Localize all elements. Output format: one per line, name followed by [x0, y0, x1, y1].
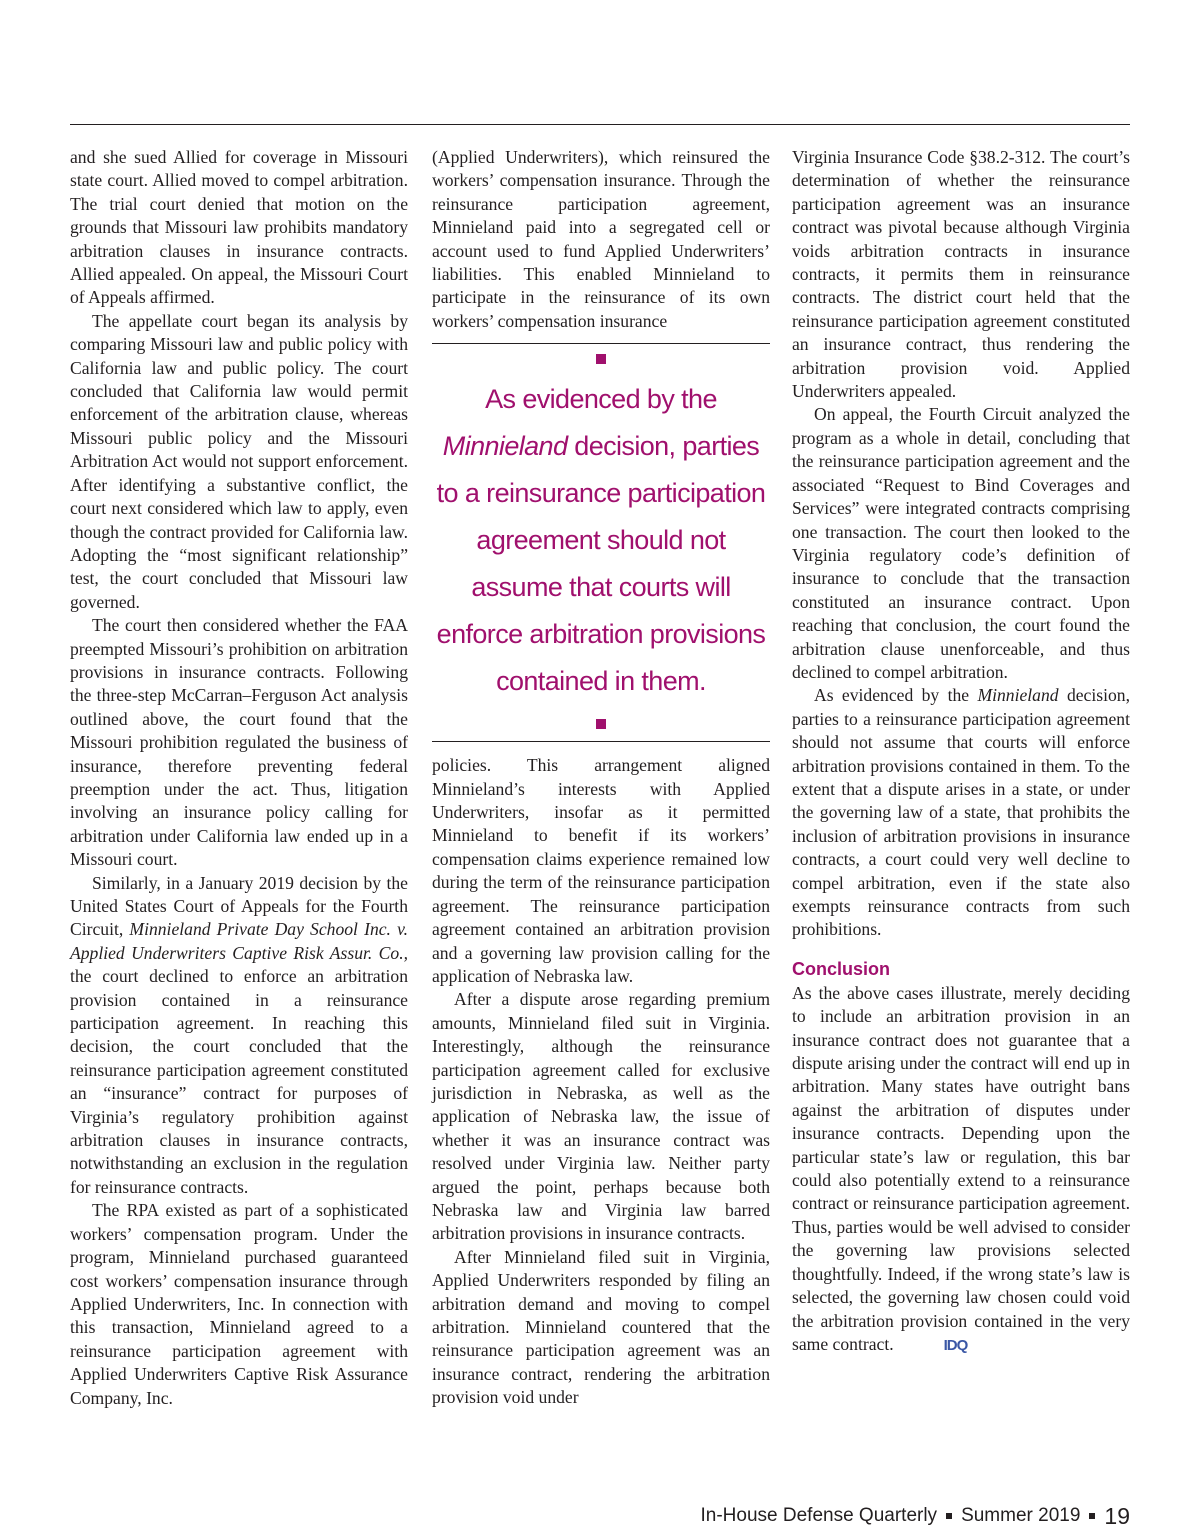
- text-run: As evidenced by the: [814, 685, 970, 706]
- top-rule: [70, 124, 1130, 125]
- separator-square-icon: [946, 1513, 952, 1519]
- column-2: [432, 146, 770, 1410]
- section-heading: Conclusion: [792, 958, 890, 979]
- paragraph: The RPA existed as part of a sophisticated workers’ compensation program. Under the program, Minnieland purchased guaranteed cost workers’ compensation insurance through Applied Underwriters, Inc. In connection with this transaction, Minnieland agreed to a reinsurance participation agreement with Applied Underwriters Captive Risk Assurance Company, Inc.: [70, 1200, 408, 1408]
- paragraph: The court then considered whether the FAA preempted Missouri’s prohibition on arbitration provisions in insurance contracts. Following the three-step McCarran–Ferguson Act analysis outlined above, the court found that the Missouri prohibition regulated the business of insurance, therefore preventing federal preemption under the act. Thus, litigation involving an insurance policy calling for arbitration under California law ended up in a Missouri court.: [70, 615, 408, 870]
- text-run: the court declined to enforce an arbitration provision contained in a reinsurance participation agreement. In reaching this decision, the court concluded that the reinsurance participation agreement constituted an “insurance” contract for purposes of Virginia’s regulatory prohibition against arbitration clauses in insurance contracts, notwithstanding an exclusion in the regulation for reinsurance contracts.: [70, 966, 408, 1197]
- separator-square-icon: [1089, 1513, 1095, 1519]
- text-run: Similarly, in a January 2019 decision by the United States Court of Appeals for the Fourth Circuit,: [70, 872, 408, 940]
- text-run: As the above cases illustrate, merely deciding to include an arbitration provision in an insurance contract does not guarantee that a dispute arising under the contract will end up in arbitration. Many states have outright bans against the arbitration of disputes under insurance contracts. Depending upon the particular state’s law or regulation, this bar could also potentially extend to a reinsurance contract or reinsurance participation agreement. Thus, parties would be well advised to consider the governing law provisions selected thoughtfully. Indeed, if the wrong state’s law is selected, the governing law chosen could void the arbitration provision contained in the very same contract.: [792, 982, 1130, 1354]
- paragraph: [792, 982, 1130, 1358]
- case-name: Minnieland: [442, 431, 568, 462]
- paragraph: Virginia Insurance Code §38.2-312. The court’s determination of whether the reinsurance participation agreement was an insurance contract was pivotal because although Virginia voids arbitration contracts in insurance contracts, it permits them in reinsurance contracts. The district court held that the reinsurance participation agreement constituted an insurance contract, thus rendering the arbitration provision void. Applied Underwriters appealed.: [792, 147, 1130, 402]
- pull-quote: [432, 343, 770, 742]
- text-run: decision, parties to a reinsurance participation agreement should not assume that courts will enforce arbitration provisions contained in them. To the extent that a dispute arises in a state, or under the governing law of a state, that prohibits the inclusion of arbitration provisions in insurance contracts, a court could very well decline to compel arbitration, even if the state also exempts reinsurance contracts from such prohibitions.: [792, 685, 1130, 940]
- paragraph: [792, 684, 1130, 941]
- column-1: [70, 146, 408, 1410]
- text-run: As evidenced by the: [485, 384, 717, 415]
- text-run: decision, parties to a reinsurance participation agreement should not assume that courts will enforce arbitration provisions contained in them.: [436, 431, 766, 697]
- paragraph: On appeal, the Fourth Circuit analyzed the program as a whole in detail, concluding that the reinsurance participation agreement and the associated “Request to Bind Coverages and Services” were integrated contracts comprising one transaction. The court then looked to the Virginia regulatory code’s definition of insurance to conclude that the transaction constituted an insurance contract. Upon reaching that conclusion, the court found the arbitration clause unenforceable, and thus declined to compel arbitration.: [792, 404, 1130, 682]
- paragraph: After Minnieland filed suit in Virginia, Applied Underwriters responded by filing an arbitration demand and moving to compel arbitration. Minnieland countered that the reinsurance participation agreement was an insurance contract, rendering the arbitration provision void under: [432, 1246, 770, 1408]
- paragraph: [70, 872, 408, 1200]
- paragraph: policies. This arrangement aligned Minnieland’s interests with Applied Underwriters, insofar as it permitted Minnieland to benefit if its workers’ compensation claims experience remained low during the term of the reinsurance participation agreement. The reinsurance participation agreement contained an arbitration provision and a governing law provision calling for the application of Nebraska law.: [432, 755, 770, 986]
- case-name: Minnieland: [977, 685, 1059, 706]
- page-number: 19: [1104, 1503, 1130, 1529]
- paragraph: and she sued Allied for coverage in Missouri state court. Allied moved to compel arbitration. The trial court denied that motion on the grounds that Missouri law prohibits mandatory arbitration clauses in insurance contracts. Allied appealed. On appeal, the Missouri Court of Appeals affirmed.: [70, 147, 408, 308]
- case-name: Minnieland Private Day School Inc. v. Applied Underwriters Captive Risk Assur. Co.,: [70, 919, 408, 963]
- column-3: [792, 146, 1130, 1357]
- paragraph: (Applied Underwriters), which reinsured the workers’ compensation insurance. Through the reinsurance participation agreement, Minnieland paid into a segregated cell or account used to fund Applied Underwriters’ liabilities. This enabled Minnieland to participate in the reinsurance of its own workers’ compensation insurance: [432, 147, 770, 331]
- square-bullet-icon: [596, 719, 606, 729]
- issue-date: Summer 2019: [961, 1505, 1081, 1526]
- paragraph: The appellate court began its analysis by comparing Missouri law and public policy with California law and public policy. The court concluded that California law would permit enforcement of the arbitration clause, whereas Missouri public policy and the Missouri Arbitration Act would not support enforcement. After identifying a substantive conflict, the court next considered which law to apply, even though the contract provided for California law. Adopting the “most significant relationship” test, the court concluded that Missouri law governed.: [70, 310, 408, 612]
- idq-end-mark-icon: IDQ: [943, 1336, 968, 1354]
- pull-quote-text: [434, 376, 768, 705]
- paragraph: After a dispute arose regarding premium amounts, Minnieland filed suit in Virginia. Interestingly, although the reinsurance participation agreement called for exclusive jurisdiction in Nebraska, as well as the application of Nebraska law, the issue of whether it was an insurance contract was resolved under Virginia law. Neither party argued the point, perhaps because both Nebraska law and Virginia law barred arbitration provisions in insurance contracts.: [432, 989, 770, 1244]
- square-bullet-icon: [596, 354, 606, 364]
- publication-name: In-House Defense Quarterly: [700, 1505, 938, 1526]
- page-footer: [701, 1503, 1131, 1529]
